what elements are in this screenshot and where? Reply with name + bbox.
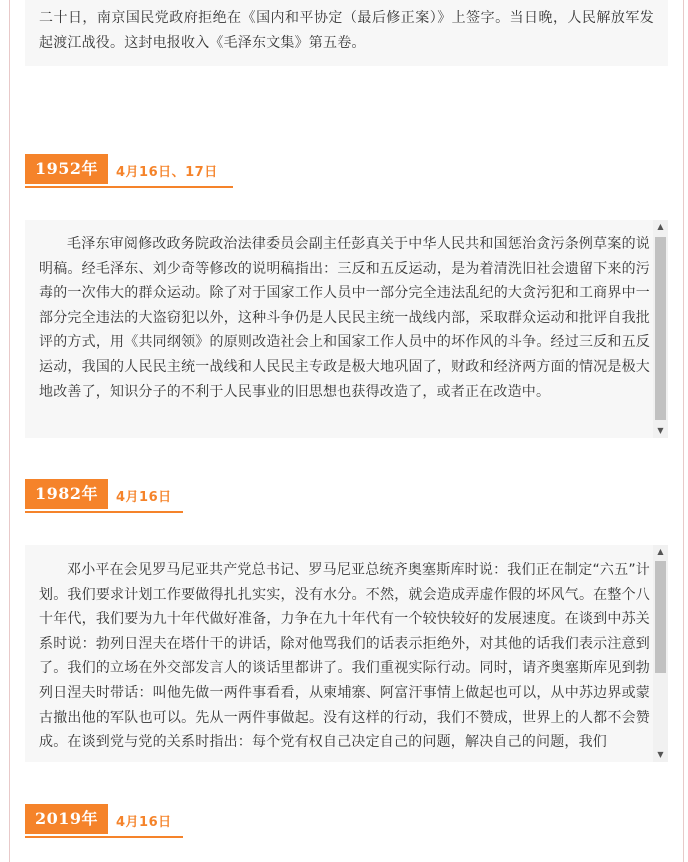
header-underline	[25, 186, 233, 188]
card-body: 二十日，南京国民党政府拒绝在《国内和平协定（最后修正案）》上签字。当日晚，人民解放军发起渡江战役。这封电报收入《毛泽东文集》第五卷。	[39, 10, 654, 51]
scrollbar-thumb[interactable]	[655, 561, 666, 673]
text-card-1952[interactable]	[25, 220, 668, 438]
text-card-1982[interactable]	[25, 545, 668, 762]
header-underline	[25, 511, 183, 513]
scrollbar-thumb[interactable]	[655, 237, 666, 420]
year-badge: 2019年	[25, 804, 108, 834]
year-badge: 1982年	[25, 479, 108, 509]
date-label: 4月16日、17日	[116, 165, 218, 180]
text-card-top	[25, 0, 668, 66]
date-label: 4月16日	[116, 815, 172, 830]
scroll-up-arrow-icon[interactable]: ▲	[657, 547, 664, 556]
scrollbar[interactable]	[653, 220, 668, 438]
year-header-2019	[25, 804, 185, 838]
year-badge: 1952年	[25, 154, 108, 184]
card-body: 毛泽东审阅修改政务院政治法律委员会副主任彭真关于中华人民共和国惩治贪污条例草案的说明稿。经毛泽东、刘少奇等修改的说明稿指出：三反和五反运动，是为着清洗旧社会遗留下来的污毒的一次伟大的群众运动。除了对于国家工作人员中一部分完全违法乱纪的大贪污犯和工商界中一部分完全违法的大盗窃犯以外，这种斗争仍是人民民主统一战线内部，采取群众运动和批评自我批评的方式，用《共同纲领》的原则改造社会上和国家工作人员中的坏作风的斗争。经过三反和五反运动，我国的人民民主统一战线和人民民主专政是极大地巩固了，财政和经济两方面的情况是极大地改善了，知识分子的不利于人民事业的旧思想也获得改造了，或者正在改造中。	[39, 236, 650, 400]
scrollbar[interactable]	[653, 545, 668, 762]
left-border	[9, 0, 10, 862]
header-underline	[25, 836, 183, 838]
right-border	[683, 0, 684, 862]
card-body: 邓小平在会见罗马尼亚共产党总书记、罗马尼亚总统齐奥塞斯库时说：我们正在制定“六五”计划。我们要求计划工作要做得扎扎实实，没有水分。不然，就会造成弄虚作假的坏风气。在整个八十年代，我们要为九十年代做好准备，力争在九十年代有一个较快较好的发展速度。在谈到中苏关系时说：勃列日涅夫在塔什干的讲话，除对他骂我们的话表示拒绝外，对其他的话我们表示注意到了。我们的立场在外交部发言人的谈话里都讲了。我们重视实际行动。同时，请齐奥塞斯库见到勃列日涅夫时带话：叫他先做一两件事看看，从柬埔寨、阿富汗事情上做起也可以，从中苏边界或蒙古撤出他的军队也可以。先从一两件事做起。没有这样的行动，我们不赞成，世界上的人都不会赞成。在谈到党与党的关系时指出：每个党有权自己决定自己的问题，解决自己的问题，我们	[39, 562, 650, 751]
date-label: 4月16日	[116, 490, 172, 505]
year-header-1982	[25, 479, 185, 513]
scroll-up-arrow-icon[interactable]: ▲	[657, 222, 664, 231]
scroll-down-arrow-icon[interactable]: ▼	[657, 426, 664, 435]
year-header-1952	[25, 154, 235, 188]
scroll-down-arrow-icon[interactable]: ▼	[657, 750, 664, 759]
